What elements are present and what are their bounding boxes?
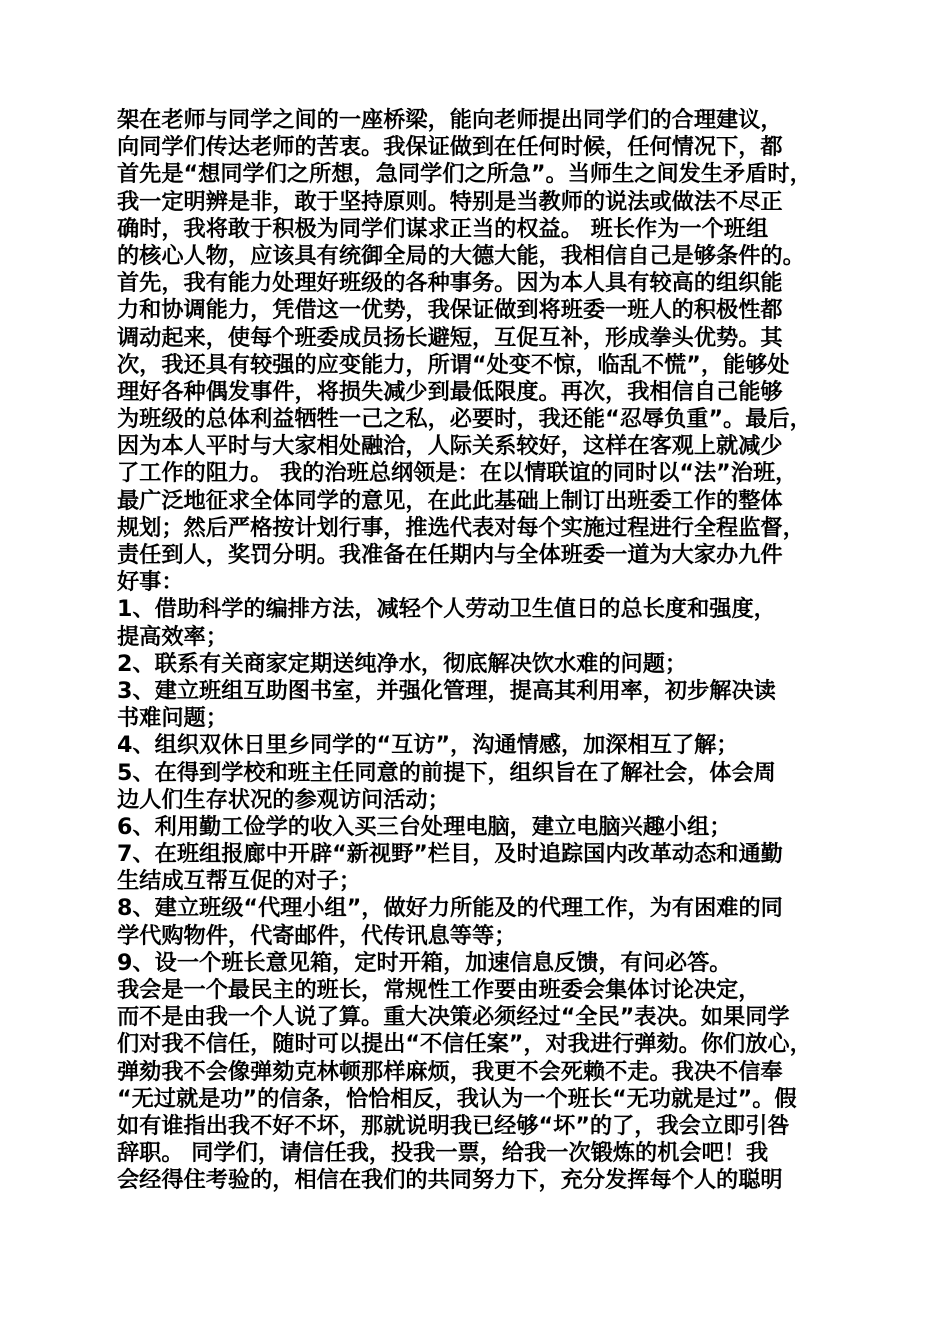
text-line: 因为本人平时与大家相处融洽，人际关系较好，这样在客观上就减少 (117, 433, 783, 460)
text-line: 好事： (117, 569, 184, 596)
text-line: 我一定明辨是非，敢于坚持原则。特别是当教师的说法或做法不尽正 (117, 188, 783, 215)
text-line: 弹劾我不会像弹劾克林顿那样麻烦，我更不会死赖不走。我决不信奉 (117, 1058, 783, 1085)
text-line: 架在老师与同学之间的一座桥梁，能向老师提出同学们的合理建议， (117, 107, 783, 133)
list-item-line: 6、利用勤工俭学的收入买三台处理电脑，建立电脑兴趣小组； (117, 813, 732, 840)
text-line: 调动起来，使每个班委成员扬长避短，互促互补，形成拳头优势。其 (117, 324, 783, 351)
text-line: 次，我还具有较强的应变能力，所谓“处变不惊，临乱不慌”，能够处 (117, 351, 790, 378)
body-text (117, 107, 847, 1195)
list-item-line: 9、设一个班长意见箱，定时开箱，加速信息反馈，有问必答。 (117, 949, 732, 976)
text-line: 首先，我有能力处理好班级的各种事务。因为本人具有较高的组织能 (117, 270, 783, 297)
text-line: 力和协调能力，凭借这一优势，我保证做到将班委一班人的积极性都 (117, 297, 783, 324)
text-line: 们对我不信任，随时可以提出“不信任案”，对我进行弹劾。你们放心， (117, 1031, 812, 1058)
text-line: 首先是“想同学们之所想，急同学们之所急”。当师生之间发生矛盾时， (117, 161, 812, 188)
text-line: 理好各种偶发事件，将损失减少到最低限度。再次，我相信自己能够 (117, 378, 783, 405)
text-line: 责任到人，奖罚分明。我准备在任期内与全体班委一道为大家办九件 (117, 542, 783, 568)
list-item-line: 5、在得到学校和班主任同意的前提下，组织旨在了解社会，体会周 (117, 759, 776, 786)
text-line: 而不是由我一个人说了算。重大决策必须经过“全民”表决。如果同学 (117, 1004, 790, 1031)
text-line: 确时，我将敢于积极为同学们谋求正当的权益。 班长作为一个班组 (117, 215, 769, 242)
text-line: “无过就是功”的信条，恰恰相反，我认为一个班长“无功就是过”。假 (117, 1085, 797, 1112)
text-line: 了工作的阻力。 我的治班总纲领是：在以情联谊的同时以“法”治班， (117, 460, 798, 487)
list-item-line: 学代购物件，代寄邮件，代传讯息等等； (117, 922, 517, 949)
list-item-line: 生结成互帮互促的对子； (117, 868, 362, 895)
list-item-line: 提高效率； (117, 623, 228, 650)
list-item-line: 2、联系有关商家定期送纯净水，彻底解决饮水难的问题； (117, 650, 688, 677)
text-line: 如有谁指出我不好不坏，那就说明我已经够“坏”的了，我会立即引咎 (117, 1112, 790, 1139)
text-line: 向同学们传达老师的苦衷。我保证做到在任何时候，任何情况下，都 (117, 134, 783, 161)
text-line: 的核心人物，应该具有统御全局的大德大能，我相信自己是够条件的。 (117, 242, 805, 269)
text-line: 辞职。 同学们，请信任我，投我一票，给我一次锻炼的机会吧！我 (117, 1140, 769, 1167)
text-line: 我会是一个最民主的班长，常规性工作要由班委会集体讨论决定， (117, 977, 761, 1003)
list-item-line: 边人们生存状况的参观访问活动； (117, 786, 450, 813)
text-line: 会经得住考验的，相信在我们的共同努力下，充分发挥每个人的聪明 (117, 1167, 783, 1194)
text-line: 为班级的总体利益牺牲一己之私，必要时，我还能“忍辱负重”。最后， (117, 406, 812, 433)
list-item-line: 书难问题； (117, 705, 228, 732)
list-item-line: 4、组织双休日里乡同学的“互访”，沟通情感，加深相互了解； (117, 732, 739, 759)
list-item-line: 3、建立班组互助图书室，并强化管理，提高其利用率，初步解决读 (117, 677, 776, 704)
text-line: 最广泛地征求全体同学的意见，在此此基础上制订出班委工作的整体 (117, 487, 783, 514)
list-item-line: 7、在班组报廊中开辟“新视野”栏目，及时追踪国内改革动态和通勤 (117, 841, 783, 868)
text-line: 规划；然后严格按计划行事，推选代表对每个实施过程进行全程监督， (117, 514, 805, 541)
list-item-line: 8、建立班级“代理小组”，做好力所能及的代理工作，为有困难的同 (117, 895, 783, 922)
list-item-line: 1、借助科学的编排方法，减轻个人劳动卫生值日的总长度和强度， (117, 596, 776, 623)
